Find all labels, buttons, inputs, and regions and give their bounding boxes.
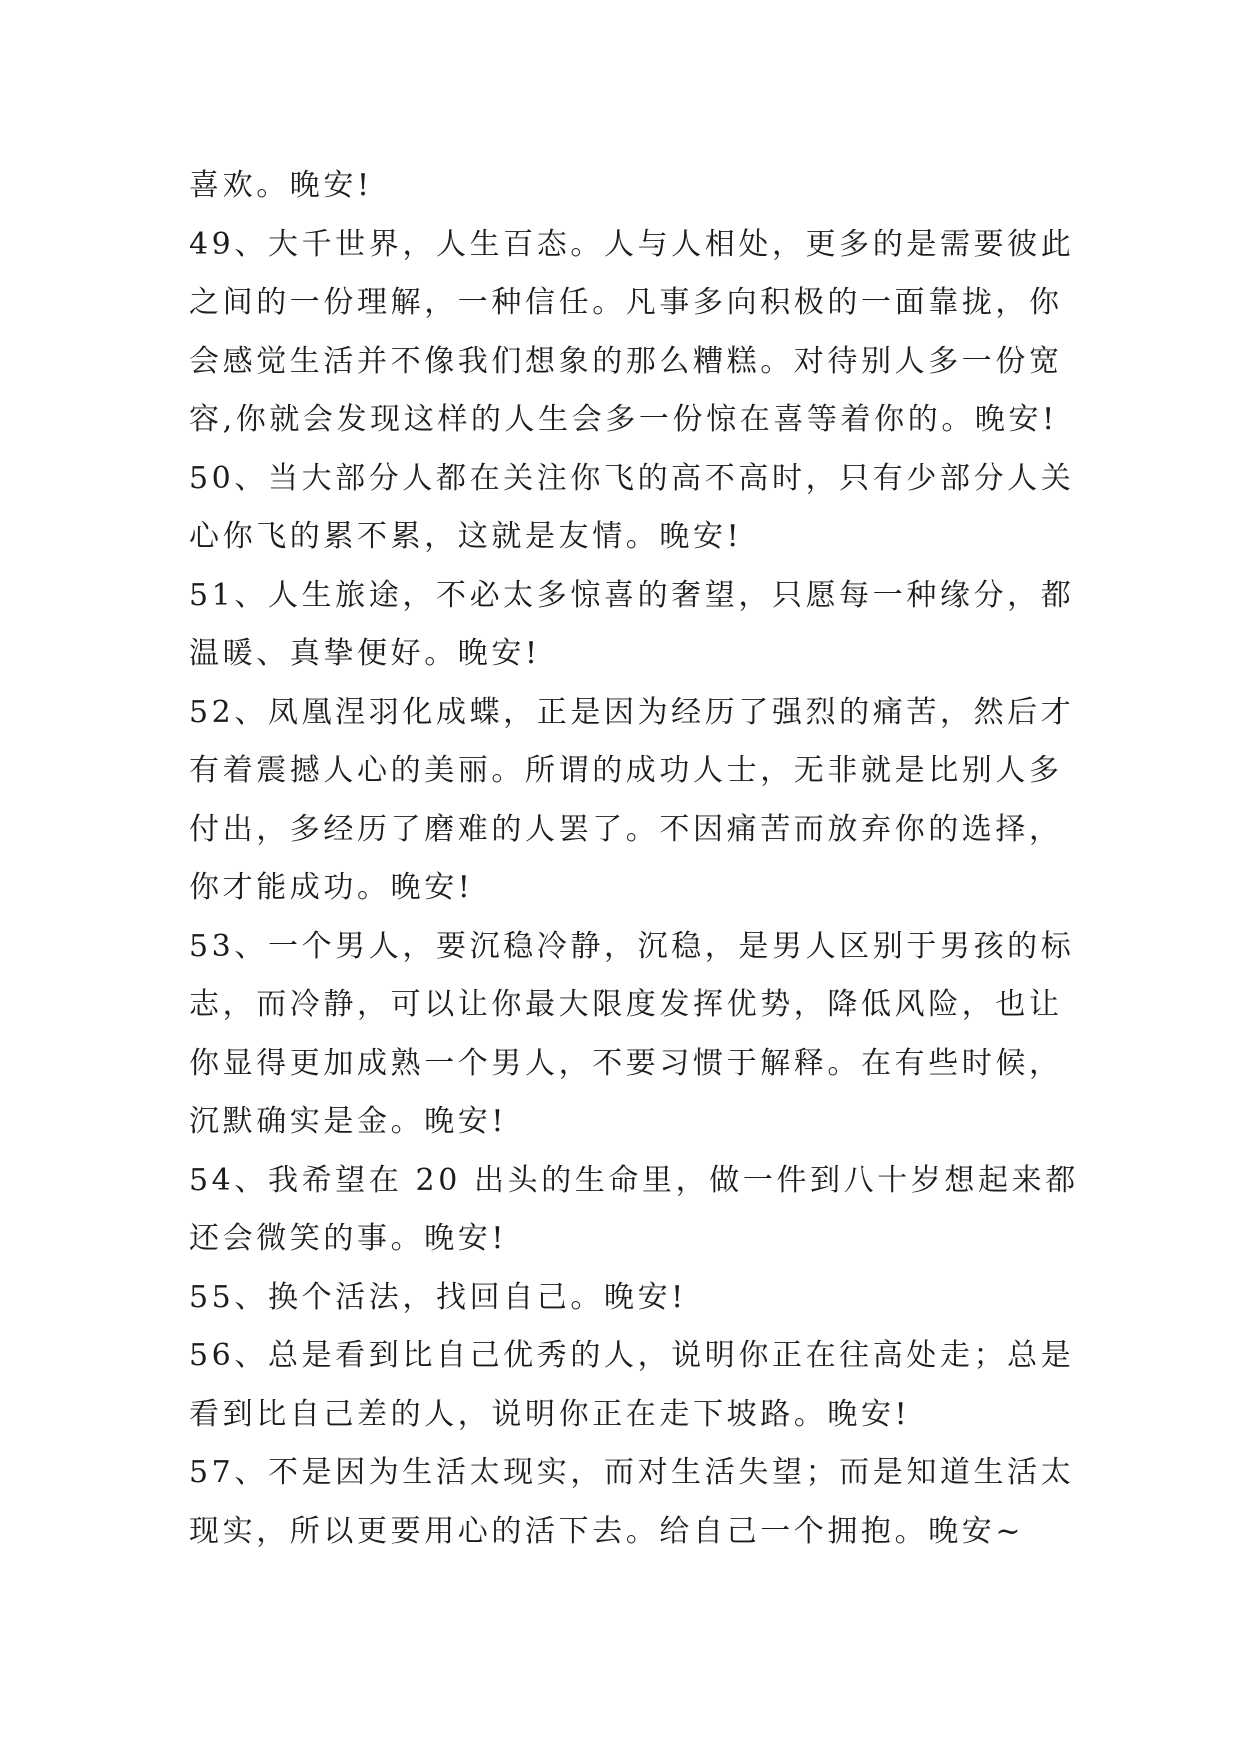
text-line: 49、大千世界，人生百态。人与人相处，更多的是需要彼此	[189, 226, 1075, 262]
text-line: 57、不是因为生活太现实，而对生活失望；而是知道生活太	[189, 1455, 1075, 1490]
text-line: 有着震撼人心的美丽。所谓的成功人士，无非就是比别人多	[189, 753, 1063, 788]
text-line: 温暖、真挚便好。晚安!	[189, 636, 541, 671]
text-line: 56、总是看到比自己优秀的人，说明你正在往高处走；总是	[189, 1338, 1075, 1373]
text-line: 你显得更加成熟一个男人，不要习惯于解释。在有些时候，	[189, 1045, 1063, 1081]
text-line: 志，而冷静，可以让你最大限度发挥优势，降低风险，也让	[189, 987, 1063, 1022]
text-line: 现实，所以更要用心的活下去。给自己一个拥抱。晚安~	[189, 1513, 1025, 1549]
text-line: 54、我希望在 20 出头的生命里，做一件到八十岁想起来都	[189, 1162, 1079, 1198]
text-line: 53、一个男人，要沉稳冷静，沉稳，是男人区别于男孩的标	[189, 928, 1075, 964]
text-line: 之间的一份理解，一种信任。凡事多向积极的一面靠拢，你	[189, 285, 1063, 320]
text-line: 50、当大部分人都在关注你飞的高不高时，只有少部分人关	[189, 460, 1075, 496]
text-line: 51、人生旅途，不必太多惊喜的奢望，只愿每一种缘分，都	[189, 577, 1075, 613]
text-line: 心你飞的累不累，这就是友情。晚安!	[189, 519, 743, 554]
text-line: 你才能成功。晚安!	[189, 870, 474, 905]
text-line: 看到比自己差的人，说明你正在走下坡路。晚安!	[189, 1396, 911, 1432]
text-line: 付出，多经历了磨难的人罢了。不因痛苦而放弃你的选择，	[189, 811, 1063, 847]
text-line: 喜欢。晚安!	[189, 168, 373, 203]
text-line: 52、凤凰涅羽化成蝶，正是因为经历了强烈的痛苦，然后才	[189, 694, 1075, 730]
document-body	[189, 157, 1079, 1561]
text-line: 还会微笑的事。晚安!	[189, 1221, 508, 1256]
text-line: 会感觉生活并不像我们想象的那么糟糕。对待别人多一份宽	[189, 343, 1063, 379]
text-line: 沉默确实是金。晚安!	[189, 1104, 508, 1139]
text-line: 55、换个活法，找回自己。晚安!	[189, 1279, 687, 1315]
text-line: 容,你就会发现这样的人生会多一份惊在喜等着你的。晚安!	[189, 402, 1058, 437]
